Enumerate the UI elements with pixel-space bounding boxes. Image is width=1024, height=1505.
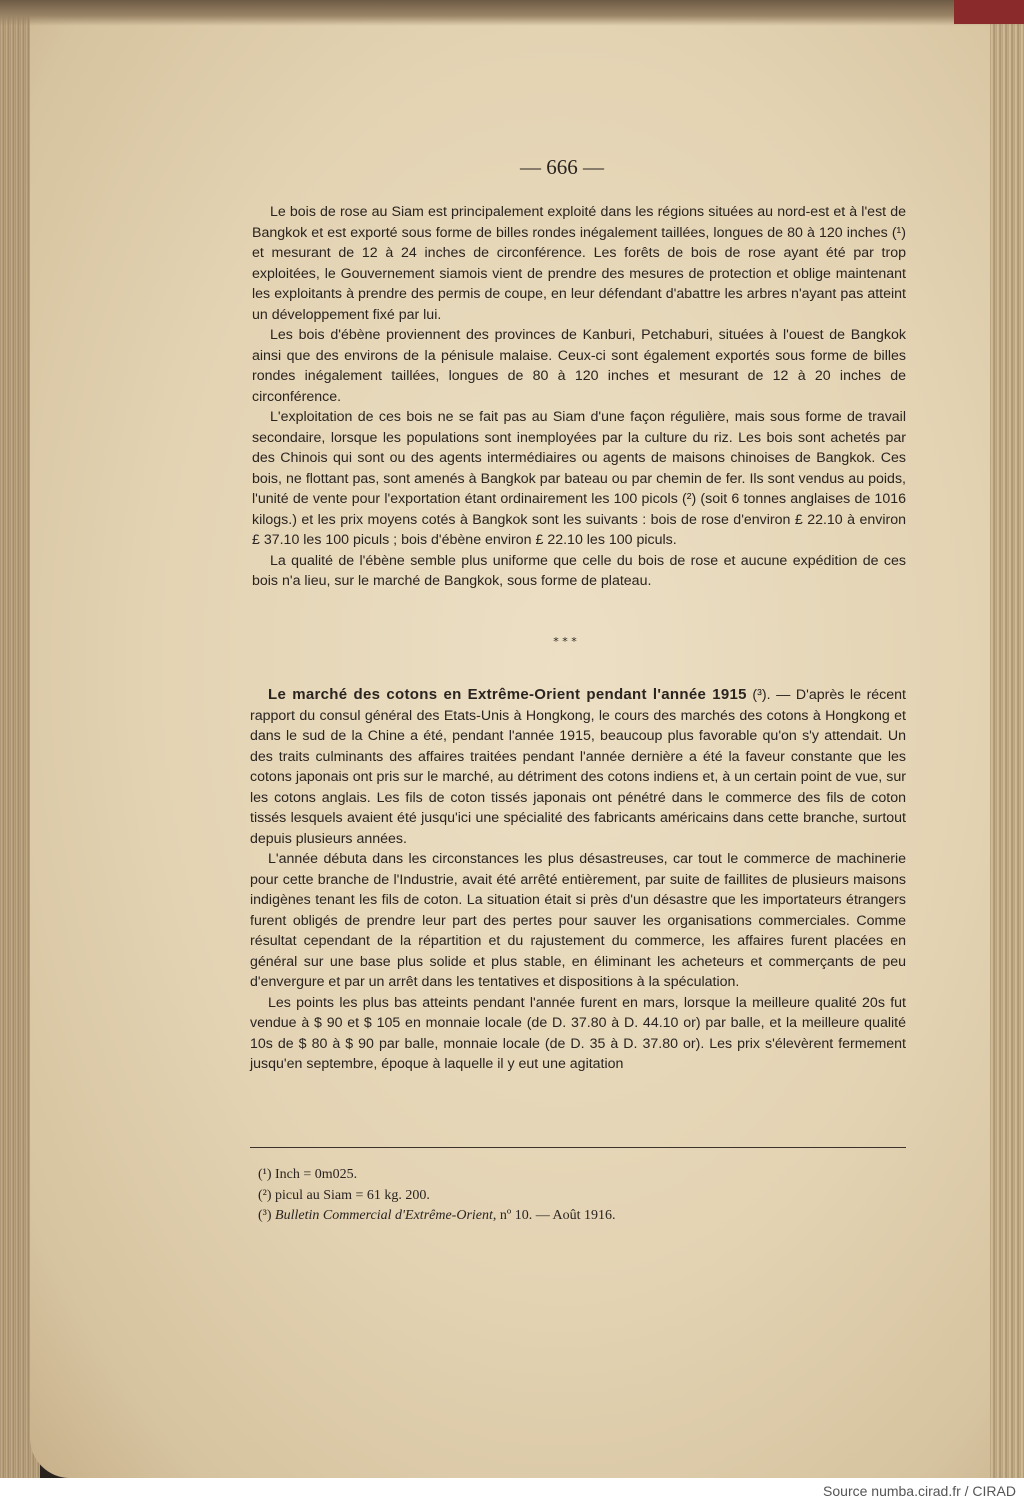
page-number: — 666 —	[520, 155, 604, 179]
paragraph-lead	[250, 685, 906, 849]
section-heading: Le marché des cotons en Extrême-Orient pendant l'année 1915	[268, 686, 747, 703]
paragraph: Le bois de rose au Siam est principalement exploité dans les régions situées au nord-est et à l'est de Bangkok et est exporté sous forme de billes rondes inégalement taillées, longues de 80 à 120 inches (¹) et mesurant de 12 à 24 inches de circonférence. Les forêts de bois de rose ayant été par trop exploitées, le Gouvernement siamois vient de prendre des mesures de protection et oblige maintenant les exploitants à prendre des permis de coupe, en leur défendant d'abattre les arbres n'ayant pas atteint un développement fixé par lui.	[252, 204, 906, 323]
right-page-edges	[990, 0, 1024, 1478]
paragraph: La qualité de l'ébène semble plus uniforme que celle du bois de rose et aucune expédition de ces bois n'a lieu, sur le marché de Bangkok, sous forme de plateau.	[252, 552, 906, 589]
paragraph: Les bois d'ébène proviennent des provinces de Kanburi, Petchaburi, situées à l'ouest de Bangkok ainsi que des environs de la pénisule malaise. Ceux-ci sont également exportés sous forme de billes rondes inégalement taillées, longues de 80 à 120 inches et mesurant de 12 à 20 inches de circonférence.	[252, 327, 906, 405]
heading-note: (³). —	[746, 687, 791, 703]
footnote-rule	[250, 1147, 906, 1148]
wood-section	[252, 202, 906, 592]
footnote-2: (²) picul au Siam = 61 kg. 200.	[258, 1187, 430, 1203]
paragraph: L'exploitation de ces bois ne se fait pas au Siam d'une façon régulière, mais sous forme de travail secondaire, lorsque les populations sont inemployées par la culture du riz. Les bois sont achetés par des Chinois qui sont ou des agents intermédiaires ou agents de maisons chinoises de Bangkok. Ces bois, ne flottant pas, sont amenés à Bangkok par bateau ou par chemin de fer. Ils sont vendus au poids, l'unité de vente pour l'exportation étant ordinairement les 100 picols (²) (soit 6 tonnes anglaises de 1016 kilogs.) et les prix moyens cotés à Bangkok sont les suivants : bois de rose d'environ £ 22.10 à environ £ 37.10 les 100 piculs ; bois d'ébène environ £ 22.10 les 100 piculs.	[252, 409, 906, 548]
lead-text: D'après le récent rapport du consul général des Etats-Unis à Hongkong, le cours des marchés des cotons à Hongkong et dans le sud de la Chine a été, pendant l'année 1915, beaucoup plus favorable qu'on s'y attendait. Un des traits culminants des affaires traitées pendant l'année dernière a été la faveur constante que les cotons japonais ont pris sur le marché, au détriment des cotons indiens et, à un certain point de vue, sur les cotons anglais. Les fils de coton tissés japonais ont pénétré dans le commerce des fils de coton tissés lesquels avaient été jusqu'ici une spécialité des fabricants américains dans cette branche, surtout depuis plusieurs années.	[250, 687, 906, 847]
paragraph: L'année débuta dans les circonstances les plus désastreuses, car tout le commerce de machinerie pour cette branche de l'Industrie, avait été arrêté entièrement, par suite de faillites de plusieurs maisons indigènes tenant les fils de coton. La situation était si près d'un désastre que les importateurs étrangers furent obligés de prendre leur part des pertes pour sauver les organisations commerciales. Comme résultat cependant de la répartition et du rajustement du commerce, les affaires furent placées en général sur une base plus solide et plus stable, en éliminant les acheteurs et commerçants de peu d'envergure et par un arrêt dans les tentatives et dispositions à la spéculation.	[250, 851, 906, 990]
binding-shadow	[0, 0, 1024, 26]
source-credit: Source numba.cirad.fr / CIRAD	[823, 1483, 1016, 1499]
footnote-1: (¹) Inch = 0m025.	[258, 1167, 358, 1182]
section-separator: * * *	[553, 635, 577, 648]
footnote-3-title: Bulletin Commercial d'Extrême-Orient	[275, 1208, 493, 1223]
spine-ribbon	[954, 0, 1024, 24]
footnote-3	[258, 1206, 898, 1227]
footnote-3-suffix: , nº 10. — Août 1916.	[492, 1208, 616, 1223]
cotton-section	[250, 685, 906, 1075]
paragraph: Les points les plus bas atteints pendant l'année furent en mars, lorsque la meilleure qualité 20s fut vendue à $ 90 et $ 105 en monnaie locale (de D. 37.80 à D. 44.10 or) par balle, et la meilleure qualité 10s de $ 80 à $ 90 par balle, monnaie locale (de D. 35 à D. 37.80 or). Les prix s'élevèrent fermement jusqu'en septembre, époque à laquelle il y eut une agitation	[250, 994, 906, 1072]
footnotes	[258, 1165, 898, 1227]
footnote-3-prefix: (³)	[258, 1208, 276, 1223]
